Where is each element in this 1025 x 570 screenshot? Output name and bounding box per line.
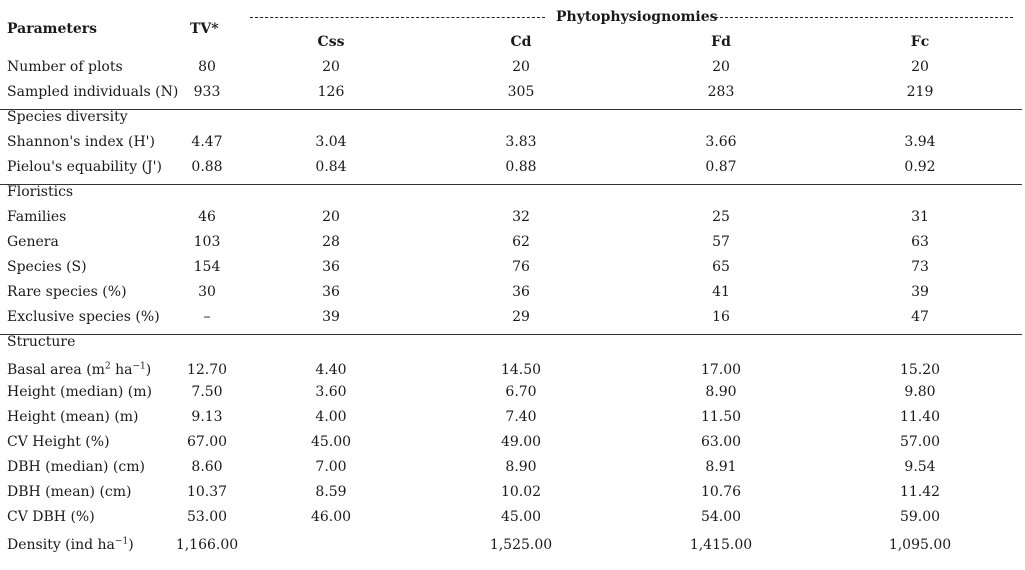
row-label: Rare species (%) (7, 284, 127, 300)
table-cell: 8.59 (315, 484, 347, 500)
table-row (0, 83, 1022, 108)
table-cell: 8.90 (505, 459, 537, 475)
table-row (0, 133, 1022, 158)
table-cell: 46.00 (310, 509, 352, 525)
table-cell: 59.00 (899, 509, 941, 525)
row-label (7, 537, 134, 553)
header-fc: Fc (910, 34, 930, 50)
section-label: Floristics (7, 184, 74, 200)
table-cell: 8.90 (705, 384, 737, 400)
label-superscript: 2 (104, 361, 111, 372)
table-cell: 80 (198, 59, 216, 75)
table-cell: 219 (906, 84, 934, 100)
table-cell: 67.00 (186, 434, 228, 450)
table-cell: 54.00 (700, 509, 742, 525)
table-cell: 154 (193, 259, 221, 275)
group-header-dashes-left (250, 17, 545, 18)
label-superscript: −1 (114, 536, 129, 547)
label-part: ha (110, 362, 133, 378)
table-cell: 3.04 (315, 134, 347, 150)
table-cell: 3.66 (705, 134, 737, 150)
table-cell: 20 (512, 59, 530, 75)
table-cell: 6.70 (505, 384, 537, 400)
table-row (0, 258, 1022, 283)
table-cell: 49.00 (500, 434, 542, 450)
section-label: Species diversity (7, 109, 128, 125)
table-cell: 36 (322, 259, 340, 275)
label-part: ) (145, 362, 152, 378)
table-cell: 63.00 (700, 434, 742, 450)
table-cell: 53.00 (186, 509, 228, 525)
table-cell: 25 (712, 209, 730, 225)
table-cell: 57 (712, 234, 730, 250)
row-label: Pielou's equability (J') (7, 159, 162, 175)
header-tv: TV* (190, 21, 219, 37)
row-label: Height (median) (m) (7, 384, 152, 400)
table-cell: 0.84 (315, 159, 347, 175)
row-label: Genera (7, 234, 59, 250)
label-part: ) (128, 537, 134, 553)
table-cell: 0.88 (191, 159, 223, 175)
table-cell: 1,415.00 (689, 537, 753, 553)
table-cell: 1,525.00 (489, 537, 553, 553)
table-cell: 4.00 (315, 409, 347, 425)
table-cell: 20 (911, 59, 929, 75)
row-label: CV DBH (%) (7, 509, 95, 525)
table-cell: 20 (712, 59, 730, 75)
table-cell: 20 (322, 209, 340, 225)
table-cell: 45.00 (310, 434, 352, 450)
table-cell: 28 (322, 234, 340, 250)
label-part: Basal area (m (7, 362, 105, 378)
table-cell: 11.40 (899, 409, 941, 425)
table-row (0, 408, 1022, 433)
table-row (0, 208, 1022, 233)
table-cell: 0.87 (705, 159, 737, 175)
table-cell: 36 (322, 284, 340, 300)
header-css: Css (317, 34, 345, 50)
label-superscript: −1 (132, 361, 146, 372)
table-cell: 47 (911, 309, 929, 325)
table-cell: 16 (712, 309, 730, 325)
table-cell: 7.40 (505, 409, 537, 425)
table-cell: 126 (317, 84, 345, 100)
table-cell: 0.88 (505, 159, 537, 175)
table-cell: 9.13 (191, 409, 223, 425)
row-label: Height (mean) (m) (7, 409, 139, 425)
section-row (0, 183, 1022, 208)
table-cell: 46 (198, 209, 216, 225)
table-cell: 10.37 (186, 484, 228, 500)
table-cell: 7.50 (191, 384, 223, 400)
header-parameters: Parameters (7, 21, 98, 37)
table-cell: 9.54 (904, 459, 936, 475)
label-part: Density (ind ha (7, 537, 115, 553)
table-row (0, 483, 1022, 508)
table-row (0, 458, 1022, 483)
table-cell: 8.91 (705, 459, 737, 475)
row-label: Shannon's index (H') (7, 134, 155, 150)
table-cell: 62 (512, 234, 530, 250)
table-cell: 0.92 (904, 159, 936, 175)
row-label: Exclusive species (%) (7, 309, 160, 325)
row-label: DBH (median) (cm) (7, 459, 145, 475)
table-cell: 3.94 (904, 134, 936, 150)
table-cell: 10.76 (700, 484, 742, 500)
table-cell: 7.00 (315, 459, 347, 475)
row-label (7, 362, 151, 378)
table-cell: 20 (322, 59, 340, 75)
row-label: Species (S) (7, 259, 87, 275)
row-label: DBH (mean) (cm) (7, 484, 132, 500)
table-cell: – (203, 309, 211, 325)
section-label: Structure (7, 334, 76, 350)
table-row (0, 383, 1022, 408)
table-cell: 31 (911, 209, 929, 225)
header-cd: Cd (510, 34, 532, 50)
table-row (0, 533, 1022, 558)
table-cell: 36 (512, 284, 530, 300)
table-cell: 12.70 (186, 362, 228, 378)
table-cell: 933 (193, 84, 221, 100)
table-cell: 65 (712, 259, 730, 275)
table-row (0, 58, 1022, 83)
table-cell: 3.60 (315, 384, 347, 400)
table-row (0, 158, 1022, 183)
table-cell: 41 (712, 284, 730, 300)
table-row (0, 508, 1022, 533)
table-row (0, 308, 1022, 333)
table-cell: 9.80 (904, 384, 936, 400)
row-label: Sampled individuals (N) (7, 84, 179, 100)
table-cell: 11.42 (899, 484, 941, 500)
table-cell: 45.00 (500, 509, 542, 525)
table-cell: 283 (707, 84, 735, 100)
table-cell: 1,166.00 (175, 537, 239, 553)
row-label: CV Height (%) (7, 434, 110, 450)
table-cell: 14.50 (500, 362, 542, 378)
section-row (0, 333, 1022, 358)
table-cell: 10.02 (500, 484, 542, 500)
table-cell: 17.00 (700, 362, 742, 378)
table-cell: 4.47 (191, 134, 223, 150)
table-row (0, 233, 1022, 258)
table-cell: 4.40 (315, 362, 347, 378)
table-cell: 76 (512, 259, 530, 275)
table-cell: 39 (911, 284, 929, 300)
table-row (0, 283, 1022, 308)
table-cell: 8.60 (191, 459, 223, 475)
table-cell: 15.20 (899, 362, 941, 378)
table-row (0, 433, 1022, 458)
header-fd: Fd (711, 34, 731, 50)
table-cell: 1,095.00 (888, 537, 952, 553)
table-cell: 11.50 (700, 409, 742, 425)
table-cell: 29 (512, 309, 530, 325)
table-cell: 32 (512, 209, 530, 225)
table-row (0, 358, 1022, 383)
table-cell: 103 (193, 234, 221, 250)
header-phytophysiognomies: Phytophysiognomies (556, 9, 718, 25)
table-cell: 63 (911, 234, 929, 250)
table-cell: 39 (322, 309, 340, 325)
row-label: Number of plots (7, 59, 123, 75)
table-cell: 57.00 (899, 434, 941, 450)
group-header-dashes-right (715, 17, 1013, 18)
row-label: Families (7, 209, 67, 225)
table-cell: 30 (198, 284, 216, 300)
table-cell: 305 (507, 84, 535, 100)
table-cell: 3.83 (505, 134, 537, 150)
table-cell: 73 (911, 259, 929, 275)
section-row (0, 108, 1022, 133)
